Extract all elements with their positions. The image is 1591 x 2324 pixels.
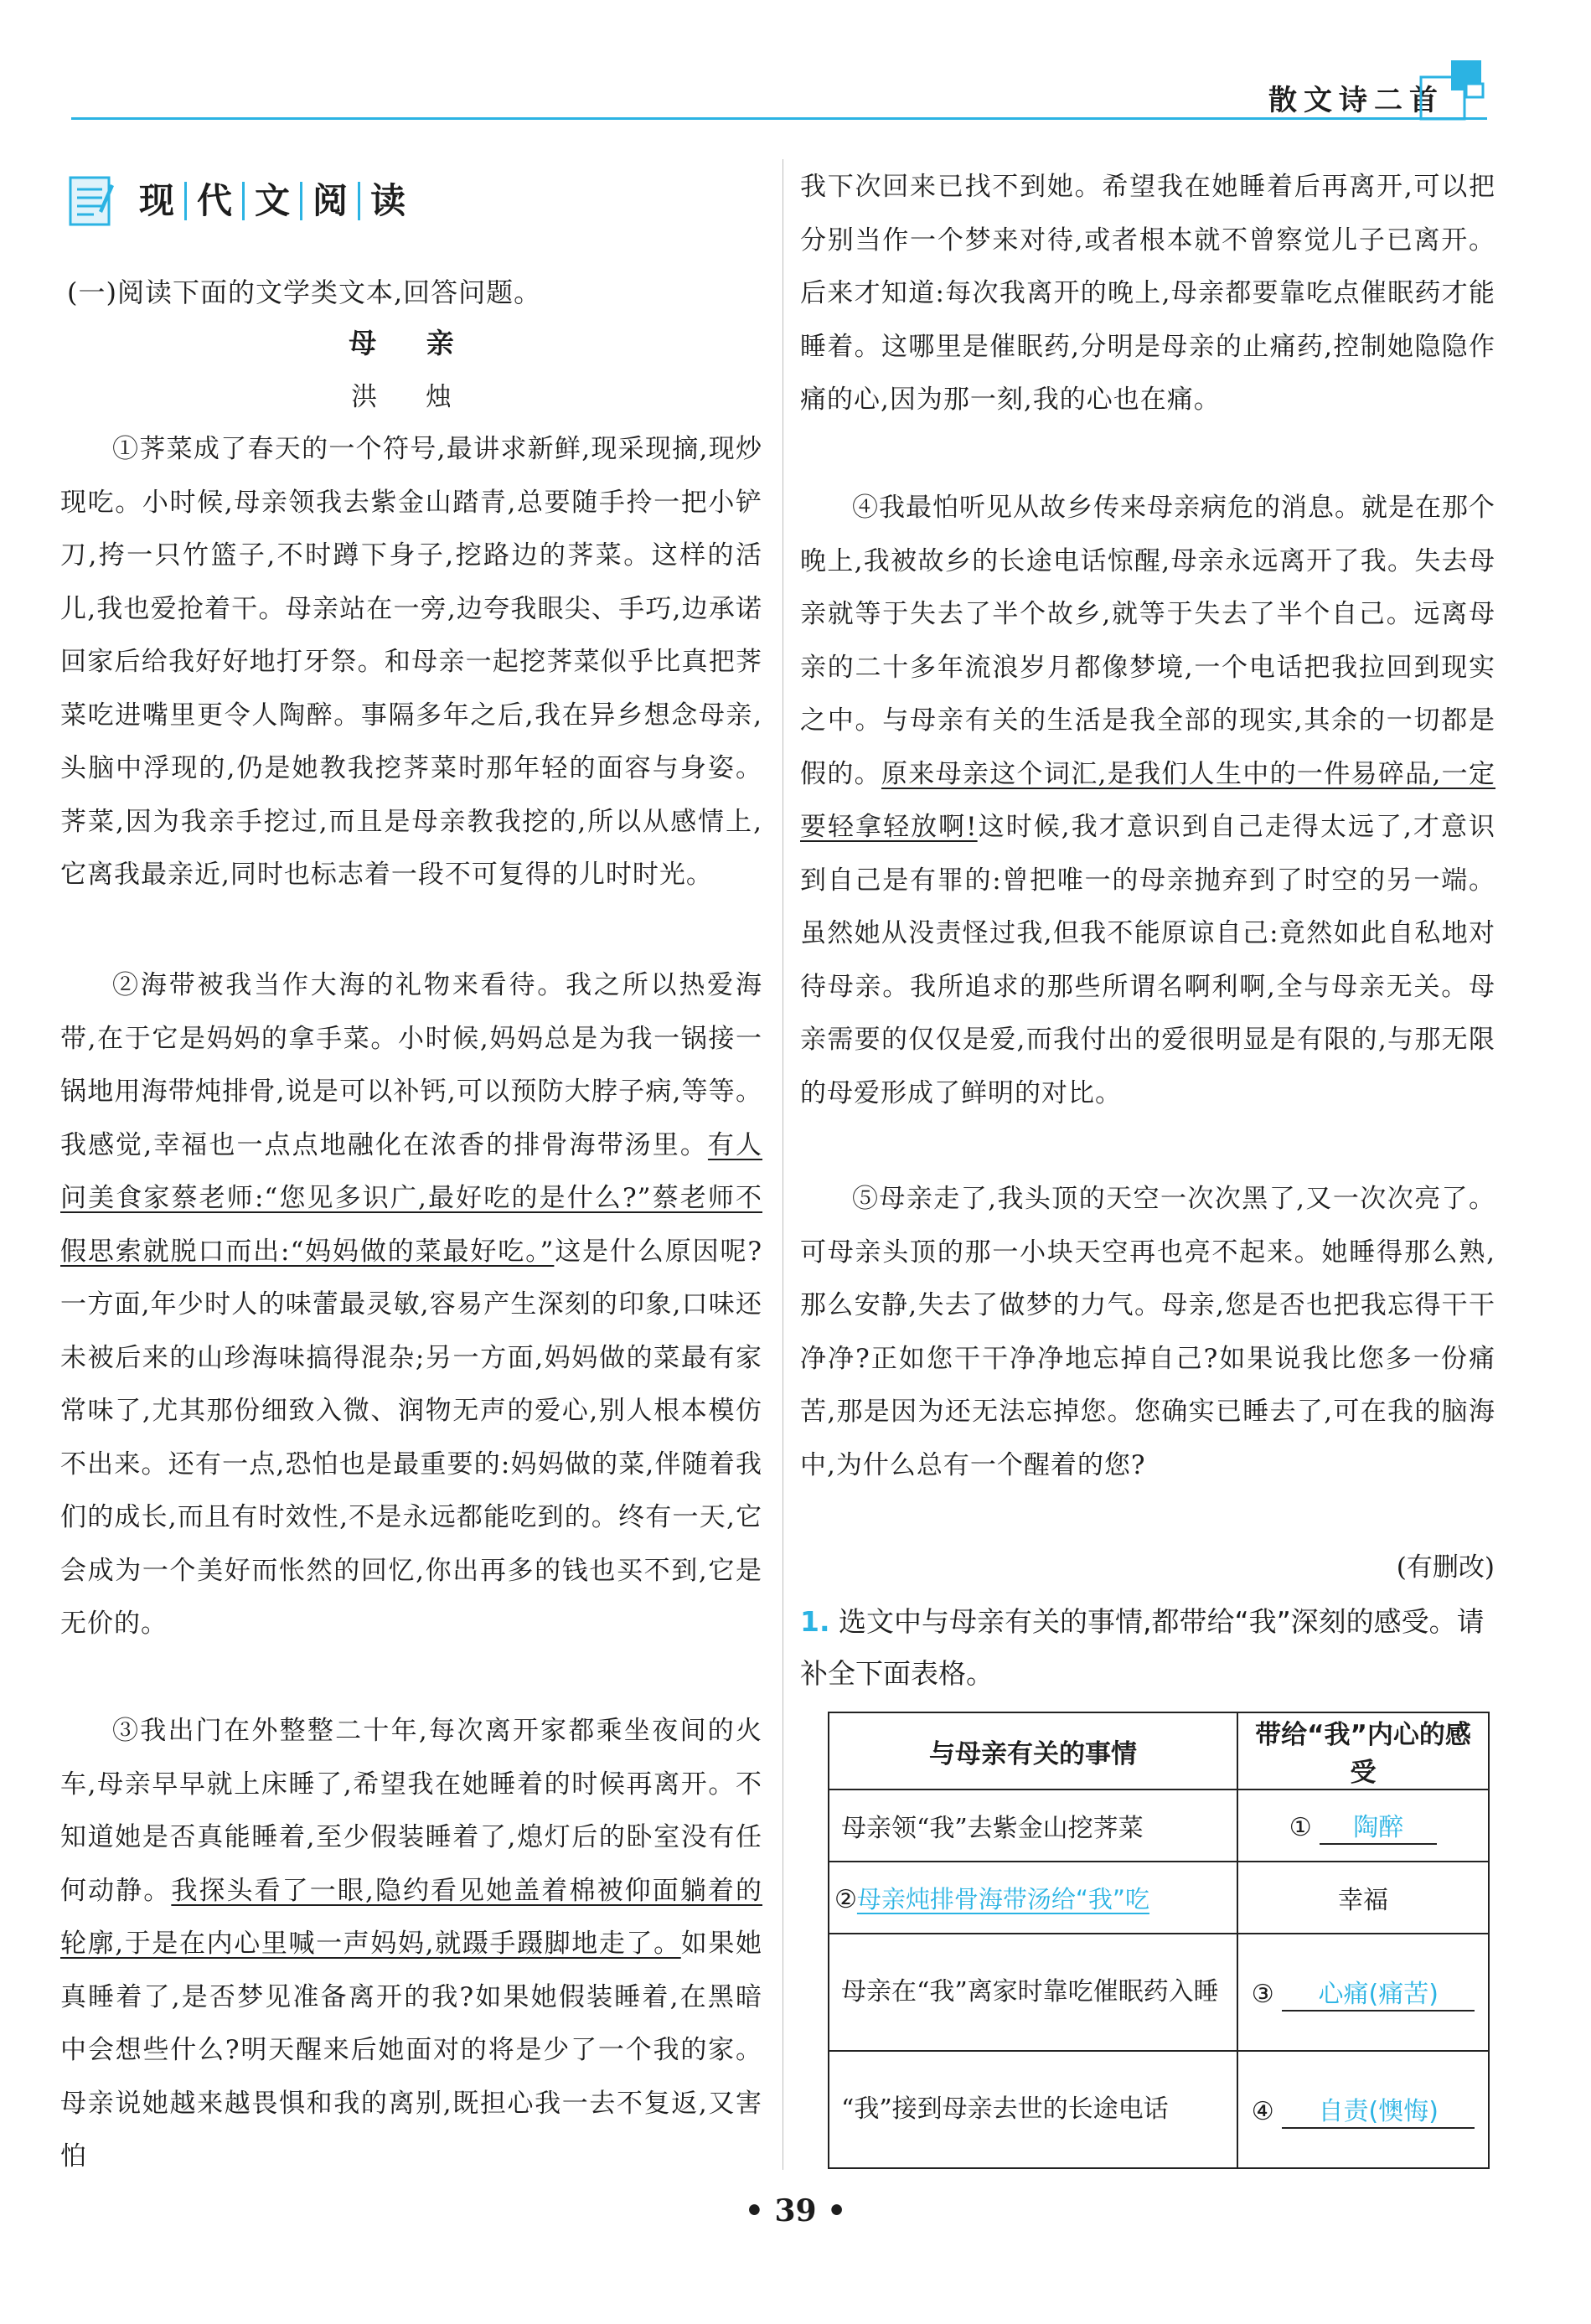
blank-number: ④ — [1251, 2097, 1274, 2126]
answer-blank[interactable]: 母亲炖排骨海带汤给“我”吃 — [856, 1884, 1149, 1913]
paragraph-3-text: ③我出门在外整整二十年,每次离开家都乘坐夜间的火车,母亲早早就上床睡了,希望我在她睡着的时候再离开。不知道她是否真能睡着,至少假装睡着了,熄灯后的卧室没有任何动静。 — [60, 1716, 762, 1906]
section-title-char: 代 — [187, 182, 245, 220]
paragraph-3 — [60, 1705, 762, 2184]
section-title-char: 现 — [129, 182, 187, 220]
question-number: 1. — [800, 1605, 830, 1638]
table-header-feeling: 带给“我”内心的感受 — [1237, 1712, 1489, 1789]
paragraph-2-text: ②海带被我当作大海的礼物来看待。我之所以热爱海带,在于它是妈妈的拿手菜。小时候,妈妈总是为我一锅接一锅地用海带炖排骨,说是可以补钙,可以预防大脖子病,等等。我感觉,幸福也一点点地融化在浓香的排骨海带汤里。 — [60, 970, 762, 1160]
article-author: 洪 烛 — [351, 382, 472, 412]
section-title-char: 读 — [370, 180, 406, 221]
table-cell-feeling — [1237, 1934, 1489, 2051]
table-cell-feeling — [1237, 2051, 1489, 2168]
answer-table — [828, 1712, 1490, 2169]
paragraph-4-underlined: 原来母亲这个词汇,是我们人生中的一件易碎品,一定要轻拿轻放啊! — [800, 758, 1496, 842]
table-cell-feeling — [1237, 1789, 1489, 1862]
table-row — [829, 1789, 1489, 1862]
paragraph-1: ①荠菜成了春天的一个符号,最讲求新鲜,现采现摘,现炒现吃。小时候,母亲领我去紫金山踏青,总要随手拎一把小铲刀,挎一只竹篮子,不时蹲下身子,挖路边的荠菜。这样的活儿,我也爱抢着干。母亲站在一旁,边夸我眼尖、手巧,边承诺回家后给我好好地打牙祭。和母亲一起挖荠菜似乎比真把荠菜吃进嘴里更令人陶醉。事隔多年之后,我在异乡想念母亲,头脑中浮现的,仍是她教我挖荠菜时那年轻的面容与身姿。荠菜,因为我亲手挖过,而且是母亲教我挖的,所以从感情上,它离我最亲近,同时也标志着一段不可复得的儿时时光。 — [60, 434, 762, 890]
article-title: 母 亲 — [349, 327, 474, 359]
blank-number: ③ — [1251, 1980, 1274, 2009]
source-note: (有删改) — [1396, 1552, 1495, 1583]
header-decoration-icon — [1419, 59, 1486, 121]
table-cell-event: “我”接到母亲去世的长途电话 — [829, 2051, 1237, 2168]
table-cell-event — [829, 1862, 1237, 1934]
paragraph-3-underlined: 我探头看了一眼,隐约看见她盖着棉被仰面躺着的轮廓,于是在内心里喊一声妈妈,就蹑手蹑脚地走了。 — [60, 1875, 762, 1959]
table-row — [829, 2051, 1489, 2168]
blank-number: ① — [1289, 1813, 1312, 1842]
header-rule — [71, 117, 1487, 120]
table-row — [829, 1862, 1489, 1934]
instruction: (一)阅读下面的文学类文本,回答问题。 — [67, 276, 542, 308]
blank-number: ② — [834, 1884, 857, 1914]
paragraph-2 — [60, 959, 762, 1651]
paragraph-4-text: ④我最怕听见从故乡传来母亲病危的消息。就是在那个晚上,我被故乡的长途电话惊醒,母亲永远离开了我。失去母亲就等于失去了半个故乡,就等于失去了半个自己。远离母亲的二十多年流浪岁月都像梦境,一个电话把我拉回到现实之中。与母亲有关的生活是我全部的现实,其余的一切都是假的。 — [800, 493, 1495, 789]
answer-blank[interactable]: 心痛(痛苦) — [1282, 1973, 1475, 2012]
table-row — [829, 1934, 1489, 2051]
paragraph-4 — [800, 482, 1495, 1120]
section-title — [69, 176, 416, 226]
table-cell-feeling: 幸福 — [1237, 1862, 1489, 1934]
page-number: • 39 • — [744, 2193, 847, 2228]
paragraph-2-text: 这是什么原因呢?一方面,年少时人的味蕾最灵敏,容易产生深刻的印象,口味还未被后来的山珍海味搞得混杂;另一方面,妈妈做的菜最有家常味了,尤其那份细致入微、润物无声的爱心,别人根本模仿不出来。还有一点,恐怕也是最重要的:妈妈做的菜,伴随着我们的成长,而且有时效性,不是永远都能吃到的。终有一天,它会成为一个美好而怅然的回忆,你出再多的钱也买不到,它是无价的。 — [60, 1236, 763, 1639]
table-cell-event: 母亲领“我”去紫金山挖荠菜 — [829, 1789, 1237, 1862]
paragraph-4-text: 这时候,我才意识到自己走得太远了,才意识到自己是有罪的:曾把唯一的母亲抛弃到了时空的另一端。虽然她从没责怪过我,但我不能原谅自己:竟然如此自私地对待母亲。我所追求的那些所谓名啊利啊,全与母亲无关。母亲需要的仅仅是爱,而我付出的爱很明显是有限的,与那无限的母爱形成了鲜明的对比。 — [800, 812, 1495, 1108]
question-text: 选文中与母亲有关的事情,都带给“我”深刻的感受。请补全下面表格。 — [800, 1605, 1485, 1690]
answer-blank[interactable]: 陶醉 — [1320, 1806, 1437, 1845]
table-header-event: 与母亲有关的事情 — [829, 1712, 1237, 1789]
section-title-char: 文 — [245, 182, 302, 220]
question-1 — [800, 1596, 1495, 1700]
paragraph-3-continued: 我下次回来已找不到她。希望我在她睡着后再离开,可以把分别当作一个梦来对待,或者根本就不曾察觉儿子已离开。后来才知道:每次我离开的晚上,母亲都要靠吃点催眠药才能睡着。这哪里是催眠药,分明是母亲的止痛药,控制她隐隐作痛的心,因为那一刻,我的心也在痛。 — [800, 172, 1495, 415]
table-cell-event: 母亲在“我”离家时靠吃催眠药入睡 — [829, 1934, 1237, 2051]
document-icon — [69, 176, 116, 226]
header-title: 散文诗二首 — [1268, 84, 1444, 117]
answer-blank[interactable]: 自责(懊悔) — [1282, 2090, 1475, 2129]
section-title-char: 阅 — [302, 182, 360, 220]
paragraph-3-text: 如果她真睡着了,是否梦见准备离开的我?如果她假装睡着,在黑暗中会想些什么?明天醒来后她面对的将是少了一个我的家。母亲说她越来越畏惧和我的离别,既担心我一去不复返,又害怕 — [60, 1929, 762, 2172]
paragraph-2-underlined: 有人问美食家蔡老师:“您见多识广,最好吃的是什么?”蔡老师不假思索就脱口而出:“妈妈做的菜最好吃。” — [60, 1129, 763, 1267]
paragraph-5: ⑤母亲走了,我头顶的天空一次次黑了,又一次次亮了。可母亲头顶的那一小块天空再也亮不起来。她睡得那么熟,那么安静,失去了做梦的力气。母亲,您是否也把我忘得干干净净?正如您干干净净地忘掉自己?如果说我比您多一份痛苦,那是因为还无法忘掉您。您确实已睡去了,可在我的脑海中,为什么总有一个醒着的您? — [800, 1184, 1495, 1480]
